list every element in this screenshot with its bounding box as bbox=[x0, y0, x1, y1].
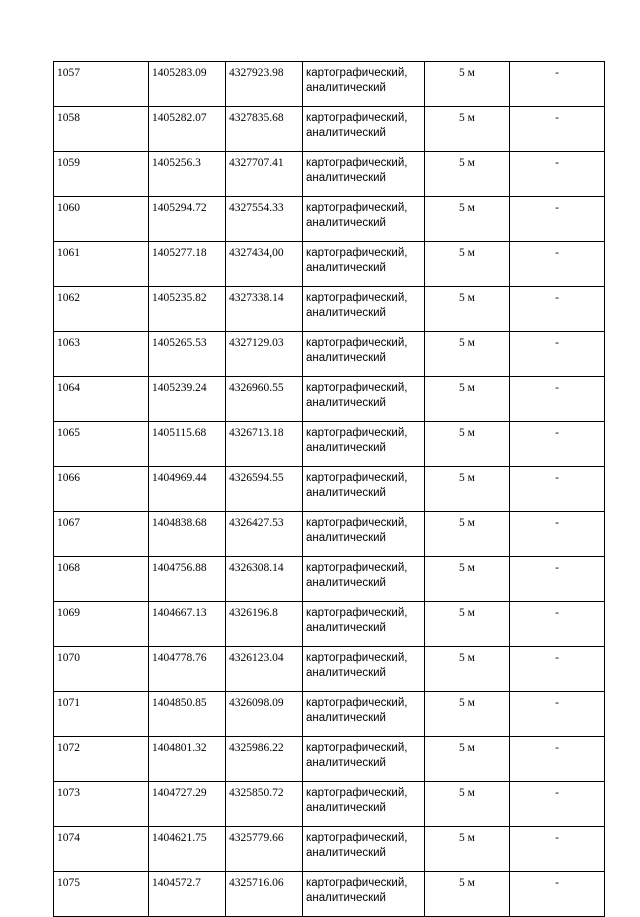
method-cell bbox=[303, 107, 425, 152]
method-line-2: аналитический bbox=[306, 487, 386, 499]
accuracy: 5 м bbox=[425, 152, 510, 197]
note: - bbox=[510, 332, 605, 377]
method-cell bbox=[303, 602, 425, 647]
accuracy: 5 м bbox=[425, 827, 510, 872]
method-line-2: аналитический bbox=[306, 577, 386, 589]
point-number: 1064 bbox=[54, 377, 149, 422]
table-row bbox=[54, 467, 605, 512]
note: - bbox=[510, 692, 605, 737]
method-cell bbox=[303, 782, 425, 827]
table-row bbox=[54, 332, 605, 377]
method-line-1: картографический, bbox=[306, 832, 408, 844]
note: - bbox=[510, 737, 605, 782]
method-line-1: картографический, bbox=[306, 877, 408, 889]
note: - bbox=[510, 287, 605, 332]
method-line-2: аналитический bbox=[306, 442, 386, 454]
coord-x: 1405283.09 bbox=[149, 62, 226, 107]
point-number: 1062 bbox=[54, 287, 149, 332]
coord-y: 4327707.41 bbox=[226, 152, 303, 197]
note: - bbox=[510, 62, 605, 107]
method-line-2: аналитический bbox=[306, 622, 386, 634]
accuracy: 5 м bbox=[425, 377, 510, 422]
coord-y: 4326594.55 bbox=[226, 467, 303, 512]
coord-y: 4326098.09 bbox=[226, 692, 303, 737]
method-line-2: аналитический bbox=[306, 802, 386, 814]
table-row bbox=[54, 287, 605, 332]
method-line-1: картографический, bbox=[306, 787, 408, 799]
point-number: 1073 bbox=[54, 782, 149, 827]
method-line-1: картографический, bbox=[306, 472, 408, 484]
method-line-1: картографический, bbox=[306, 292, 408, 304]
point-number: 1067 bbox=[54, 512, 149, 557]
method-line-2: аналитический bbox=[306, 217, 386, 229]
table-row bbox=[54, 377, 605, 422]
table-row bbox=[54, 242, 605, 287]
table-row bbox=[54, 827, 605, 872]
accuracy: 5 м bbox=[425, 332, 510, 377]
coord-y: 4327434,00 bbox=[226, 242, 303, 287]
coord-y: 4325716.06 bbox=[226, 872, 303, 917]
coord-x: 1404621.75 bbox=[149, 827, 226, 872]
coord-x: 1404801.32 bbox=[149, 737, 226, 782]
table-row bbox=[54, 152, 605, 197]
coord-y: 4327338.14 bbox=[226, 287, 303, 332]
coord-x: 1404727.29 bbox=[149, 782, 226, 827]
table-row bbox=[54, 557, 605, 602]
point-number: 1058 bbox=[54, 107, 149, 152]
method-cell bbox=[303, 242, 425, 287]
coord-y: 4326123.04 bbox=[226, 647, 303, 692]
table-row bbox=[54, 197, 605, 242]
method-line-1: картографический, bbox=[306, 157, 408, 169]
method-cell bbox=[303, 197, 425, 242]
method-cell bbox=[303, 62, 425, 107]
accuracy: 5 м bbox=[425, 467, 510, 512]
table-row bbox=[54, 602, 605, 647]
accuracy: 5 м bbox=[425, 197, 510, 242]
note: - bbox=[510, 872, 605, 917]
accuracy: 5 м bbox=[425, 512, 510, 557]
method-line-2: аналитический bbox=[306, 712, 386, 724]
coord-y: 4326427.53 bbox=[226, 512, 303, 557]
method-cell bbox=[303, 827, 425, 872]
method-line-2: аналитический bbox=[306, 397, 386, 409]
accuracy: 5 м bbox=[425, 737, 510, 782]
table-row bbox=[54, 107, 605, 152]
coord-y: 4326308.14 bbox=[226, 557, 303, 602]
method-line-1: картографический, bbox=[306, 697, 408, 709]
method-cell bbox=[303, 737, 425, 782]
point-number: 1057 bbox=[54, 62, 149, 107]
note: - bbox=[510, 377, 605, 422]
note: - bbox=[510, 197, 605, 242]
accuracy: 5 м bbox=[425, 692, 510, 737]
method-line-1: картографический, bbox=[306, 562, 408, 574]
coord-x: 1405282.07 bbox=[149, 107, 226, 152]
coord-x: 1405294.72 bbox=[149, 197, 226, 242]
coord-x: 1405115.68 bbox=[149, 422, 226, 467]
method-line-1: картографический, bbox=[306, 67, 408, 79]
coordinates-table-body bbox=[54, 62, 605, 917]
coord-y: 4325779.66 bbox=[226, 827, 303, 872]
table-row bbox=[54, 782, 605, 827]
note: - bbox=[510, 782, 605, 827]
note: - bbox=[510, 557, 605, 602]
coord-y: 4327129.03 bbox=[226, 332, 303, 377]
method-line-1: картографический, bbox=[306, 247, 408, 259]
point-number: 1060 bbox=[54, 197, 149, 242]
method-line-2: аналитический bbox=[306, 892, 386, 904]
method-cell bbox=[303, 872, 425, 917]
method-cell bbox=[303, 287, 425, 332]
method-cell bbox=[303, 422, 425, 467]
method-cell bbox=[303, 557, 425, 602]
accuracy: 5 м bbox=[425, 242, 510, 287]
method-line-1: картографический, bbox=[306, 382, 408, 394]
method-line-1: картографический, bbox=[306, 337, 408, 349]
coord-x: 1405235.82 bbox=[149, 287, 226, 332]
note: - bbox=[510, 602, 605, 647]
coord-y: 4326196.8 bbox=[226, 602, 303, 647]
method-line-2: аналитический bbox=[306, 262, 386, 274]
coord-x: 1405256.3 bbox=[149, 152, 226, 197]
point-number: 1068 bbox=[54, 557, 149, 602]
accuracy: 5 м bbox=[425, 557, 510, 602]
table-row bbox=[54, 62, 605, 107]
accuracy: 5 м bbox=[425, 872, 510, 917]
point-number: 1075 bbox=[54, 872, 149, 917]
point-number: 1071 bbox=[54, 692, 149, 737]
coord-x: 1404756.88 bbox=[149, 557, 226, 602]
note: - bbox=[510, 827, 605, 872]
note: - bbox=[510, 647, 605, 692]
table-row bbox=[54, 737, 605, 782]
coord-x: 1404667.13 bbox=[149, 602, 226, 647]
coord-x: 1404572.7 bbox=[149, 872, 226, 917]
method-line-1: картографический, bbox=[306, 427, 408, 439]
coord-y: 4327835.68 bbox=[226, 107, 303, 152]
point-number: 1070 bbox=[54, 647, 149, 692]
method-line-1: картографический, bbox=[306, 652, 408, 664]
accuracy: 5 м bbox=[425, 287, 510, 332]
table-row bbox=[54, 647, 605, 692]
coord-x: 1405239.24 bbox=[149, 377, 226, 422]
method-line-2: аналитический bbox=[306, 757, 386, 769]
accuracy: 5 м bbox=[425, 782, 510, 827]
point-number: 1065 bbox=[54, 422, 149, 467]
note: - bbox=[510, 152, 605, 197]
coord-x: 1404778.76 bbox=[149, 647, 226, 692]
point-number: 1074 bbox=[54, 827, 149, 872]
coord-y: 4327554.33 bbox=[226, 197, 303, 242]
method-cell bbox=[303, 647, 425, 692]
method-line-1: картографический, bbox=[306, 517, 408, 529]
method-cell bbox=[303, 467, 425, 512]
point-number: 1063 bbox=[54, 332, 149, 377]
note: - bbox=[510, 107, 605, 152]
accuracy: 5 м bbox=[425, 647, 510, 692]
method-line-1: картографический, bbox=[306, 742, 408, 754]
method-line-1: картографический, bbox=[306, 607, 408, 619]
method-line-1: картографический, bbox=[306, 202, 408, 214]
point-number: 1072 bbox=[54, 737, 149, 782]
table-row bbox=[54, 512, 605, 557]
coord-x: 1405277.18 bbox=[149, 242, 226, 287]
coordinates-table bbox=[53, 61, 605, 917]
method-cell bbox=[303, 332, 425, 377]
method-line-2: аналитический bbox=[306, 667, 386, 679]
method-cell bbox=[303, 152, 425, 197]
coord-y: 4326713.18 bbox=[226, 422, 303, 467]
method-cell bbox=[303, 692, 425, 737]
table-row bbox=[54, 692, 605, 737]
coord-x: 1405265.53 bbox=[149, 332, 226, 377]
coord-x: 1404850.85 bbox=[149, 692, 226, 737]
method-line-2: аналитический bbox=[306, 307, 386, 319]
point-number: 1059 bbox=[54, 152, 149, 197]
accuracy: 5 м bbox=[425, 107, 510, 152]
accuracy: 5 м bbox=[425, 422, 510, 467]
method-line-2: аналитический bbox=[306, 352, 386, 364]
coord-y: 4325850.72 bbox=[226, 782, 303, 827]
accuracy: 5 м bbox=[425, 62, 510, 107]
method-line-2: аналитический bbox=[306, 532, 386, 544]
note: - bbox=[510, 422, 605, 467]
method-line-2: аналитический bbox=[306, 847, 386, 859]
coord-x: 1404969.44 bbox=[149, 467, 226, 512]
coord-y: 4327923.98 bbox=[226, 62, 303, 107]
point-number: 1069 bbox=[54, 602, 149, 647]
table-row bbox=[54, 872, 605, 917]
table-row bbox=[54, 422, 605, 467]
note: - bbox=[510, 242, 605, 287]
method-cell bbox=[303, 377, 425, 422]
method-line-2: аналитический bbox=[306, 172, 386, 184]
method-cell bbox=[303, 512, 425, 557]
accuracy: 5 м bbox=[425, 602, 510, 647]
method-line-1: картографический, bbox=[306, 112, 408, 124]
note: - bbox=[510, 512, 605, 557]
point-number: 1066 bbox=[54, 467, 149, 512]
method-line-2: аналитический bbox=[306, 127, 386, 139]
coord-y: 4325986.22 bbox=[226, 737, 303, 782]
point-number: 1061 bbox=[54, 242, 149, 287]
note: - bbox=[510, 467, 605, 512]
coord-x: 1404838.68 bbox=[149, 512, 226, 557]
coord-y: 4326960.55 bbox=[226, 377, 303, 422]
method-line-2: аналитический bbox=[306, 82, 386, 94]
